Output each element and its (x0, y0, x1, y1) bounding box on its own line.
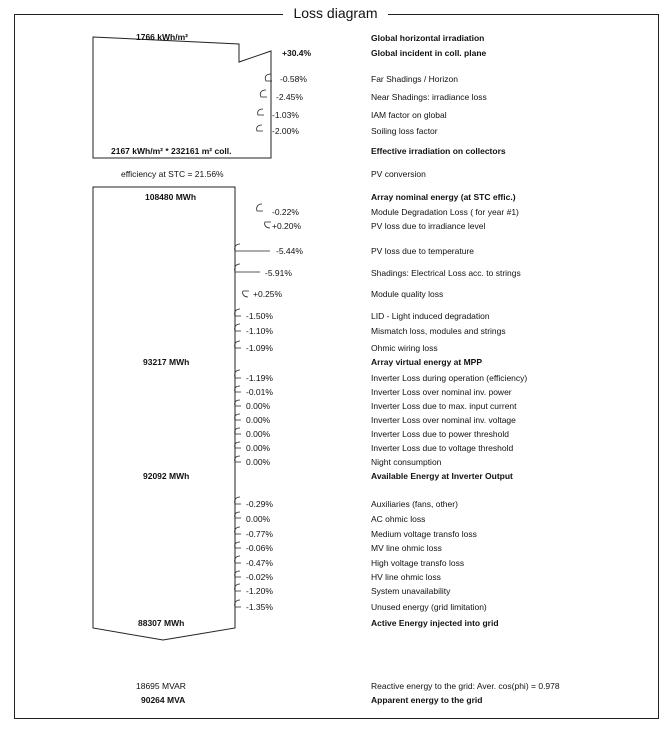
loss-label: High voltage transfo loss (371, 558, 465, 568)
loss-arrow-ac-ohmic (235, 512, 241, 518)
grid-energy-label: Active Energy injected into grid (371, 618, 499, 628)
loss-value: -5.44% (276, 246, 303, 256)
loss-arrow-lid (235, 309, 241, 316)
reactive-energy-label: Reactive energy to the grid: Aver. cos(phi) = 0.978 (371, 681, 560, 691)
loss-value: -0.02% (246, 572, 273, 582)
loss-arrow-nominal-voltage (235, 414, 241, 420)
gain-incident-value: +30.4% (282, 48, 312, 58)
loss-label: Inverter Loss over nominal inv. voltage (371, 415, 516, 425)
loss-label: Mismatch loss, modules and strings (371, 326, 506, 336)
loss-arrow-voltage-threshold (235, 442, 241, 448)
irradiation-top-value: 1766 kWh/m² (136, 32, 188, 42)
mpp-value: 93217 MWh (143, 357, 190, 367)
irradiation-bottom-value: 2167 kWh/m² * 232161 m² coll. (111, 146, 232, 156)
loss-label: Module Degradation Loss ( for year #1) (371, 207, 519, 217)
loss-arrow-soiling (257, 125, 263, 131)
loss-value: 0.00% (246, 415, 271, 425)
loss-label: Auxiliaries (fans, other) (371, 499, 458, 509)
loss-arrow-unused (235, 600, 241, 607)
loss-label: LID - Light induced degradation (371, 311, 490, 321)
loss-value: -1.09% (246, 343, 273, 353)
loss-arrow-degradation (257, 204, 263, 211)
efficiency-label: PV conversion (371, 169, 426, 179)
inverter-output-value: 92092 MWh (143, 471, 190, 481)
loss-value: -0.22% (272, 207, 299, 217)
loss-label: Far Shadings / Horizon (371, 74, 458, 84)
loss-value: -1.19% (246, 373, 273, 383)
loss-label: Shadings: Electrical Loss acc. to strings (371, 268, 521, 278)
energy-band (93, 187, 235, 640)
loss-label: Inverter Loss due to max. input current (371, 401, 517, 411)
loss-label: Inverter Loss over nominal inv. power (371, 387, 512, 397)
loss-arrow-night (235, 456, 241, 462)
gain-incident-label: Global incident in coll. plane (371, 48, 487, 58)
loss-arrow-temperature (235, 244, 270, 251)
loss-arrow-inverter-op (235, 370, 241, 378)
loss-label: Ohmic wiring loss (371, 343, 438, 353)
loss-arrow-hv-transfo (235, 556, 241, 563)
array-nominal-label: Array nominal energy (at STC effic.) (371, 192, 516, 202)
loss-arrow-power-threshold (235, 428, 241, 434)
irradiation-top-label: Global horizontal irradiation (371, 33, 485, 43)
loss-value: -1.35% (246, 602, 273, 612)
loss-value: 0.00% (246, 429, 271, 439)
loss-label: AC ohmic loss (371, 514, 426, 524)
inverter-output-label: Available Energy at Inverter Output (371, 471, 513, 481)
array-nominal-value: 108480 MWh (145, 192, 197, 202)
loss-arrow-mv-transfo (235, 527, 241, 534)
loss-value: -1.10% (246, 326, 273, 336)
loss-value: +0.20% (272, 221, 302, 231)
loss-label: PV loss due to temperature (371, 246, 475, 256)
loss-arrow-mismatch (235, 324, 241, 331)
loss-value: -2.00% (272, 126, 299, 136)
loss-arrow-max-current (235, 400, 241, 406)
loss-label: Module quality loss (371, 289, 444, 299)
gain-arrow-module-quality (243, 291, 249, 297)
loss-value: +0.25% (253, 289, 283, 299)
loss-value: 0.00% (246, 457, 271, 467)
loss-arrow-hv-line (235, 571, 241, 577)
mpp-label: Array virtual energy at MPP (371, 357, 483, 367)
grid-energy-value: 88307 MWh (138, 618, 185, 628)
loss-arrow-unavailability (235, 584, 241, 591)
loss-label: HV line ohmic loss (371, 572, 441, 582)
loss-label: Medium voltage transfo loss (371, 529, 477, 539)
loss-value: 0.00% (246, 514, 271, 524)
loss-label: Inverter Loss due to voltage threshold (371, 443, 514, 453)
loss-value: -0.01% (246, 387, 273, 397)
loss-label: Unused energy (grid limitation) (371, 602, 487, 612)
loss-arrow-ohmic (235, 341, 241, 348)
loss-arrow-near-shading (260, 90, 267, 97)
loss-value: -1.03% (272, 110, 299, 120)
loss-value: -0.58% (280, 74, 307, 84)
loss-value: 0.00% (246, 443, 271, 453)
loss-label: Inverter Loss due to power threshold (371, 429, 509, 439)
loss-value: -2.45% (276, 92, 303, 102)
gain-arrow-irradiance (265, 222, 271, 228)
loss-label: Inverter Loss during operation (efficiency) (371, 373, 528, 383)
loss-label: Soiling loss factor (371, 126, 438, 136)
loss-value: -1.50% (246, 311, 273, 321)
loss-label: Night consumption (371, 457, 442, 467)
loss-label: MV line ohmic loss (371, 543, 442, 553)
loss-arrow-electrical-shading (235, 264, 260, 272)
loss-arrow-iam (258, 109, 264, 115)
loss-label: PV loss due to irradiance level (371, 221, 486, 231)
reactive-energy-value: 18695 MVAR (136, 681, 186, 691)
loss-label: System unavailability (371, 586, 451, 596)
loss-value: -5.91% (265, 268, 292, 278)
loss-value: 0.00% (246, 401, 271, 411)
loss-label: IAM factor on global (371, 110, 447, 120)
loss-value: -0.06% (246, 543, 273, 553)
page-title: Loss diagram (283, 5, 387, 21)
loss-value: -1.20% (246, 586, 273, 596)
loss-value: -0.29% (246, 499, 273, 509)
loss-value: -0.47% (246, 558, 273, 568)
loss-arrow-auxiliaries (235, 497, 241, 504)
irradiation-band (93, 37, 271, 158)
apparent-energy-value: 90264 MVA (141, 695, 186, 705)
loss-arrow-inverter-power (235, 386, 241, 392)
apparent-energy-label: Apparent energy to the grid (371, 695, 483, 705)
loss-arrow-mv-line (235, 542, 241, 548)
loss-value: -0.77% (246, 529, 273, 539)
irradiation-bottom-label: Effective irradiation on collectors (371, 146, 506, 156)
loss-label: Near Shadings: irradiance loss (371, 92, 487, 102)
efficiency-value: efficiency at STC = 21.56% (121, 169, 224, 179)
